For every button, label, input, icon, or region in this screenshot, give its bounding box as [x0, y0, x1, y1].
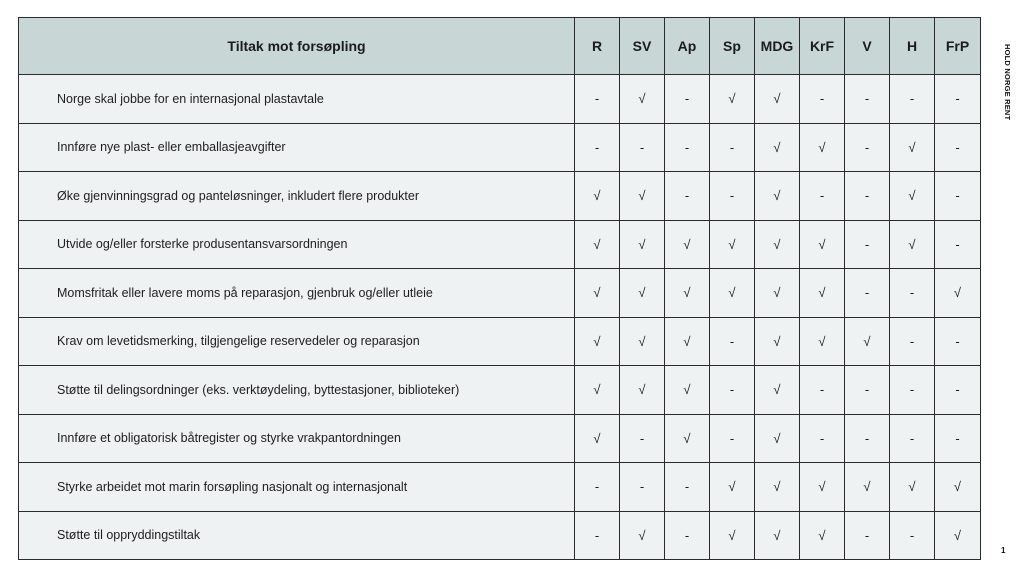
party-mark-v: - — [845, 123, 890, 172]
party-header-v: V — [845, 18, 890, 75]
table-title: Tiltak mot forsøpling — [19, 18, 575, 75]
page-number: 1 — [1001, 546, 1006, 555]
party-mark-ap: √ — [665, 366, 710, 415]
party-mark-v: - — [845, 269, 890, 318]
party-mark-krf: √ — [800, 123, 845, 172]
party-mark-r: - — [575, 463, 620, 512]
party-mark-h: √ — [890, 172, 935, 221]
party-mark-mdg: √ — [755, 172, 800, 221]
party-mark-sp: √ — [710, 269, 755, 318]
table-body — [19, 75, 981, 560]
party-mark-krf: √ — [800, 220, 845, 269]
party-mark-sp: - — [710, 123, 755, 172]
party-mark-v: - — [845, 75, 890, 124]
party-mark-sp: √ — [710, 511, 755, 560]
party-mark-h: - — [890, 75, 935, 124]
party-mark-mdg: √ — [755, 269, 800, 318]
party-mark-h: √ — [890, 123, 935, 172]
table-row — [19, 366, 981, 415]
party-header-sp: Sp — [710, 18, 755, 75]
party-mark-krf: √ — [800, 511, 845, 560]
party-mark-krf: √ — [800, 463, 845, 512]
party-mark-mdg: √ — [755, 75, 800, 124]
party-mark-frp: - — [935, 75, 981, 124]
party-mark-sp: - — [710, 172, 755, 221]
table-row — [19, 123, 981, 172]
party-mark-krf: - — [800, 414, 845, 463]
party-mark-ap: √ — [665, 220, 710, 269]
party-mark-v: - — [845, 172, 890, 221]
party-mark-sv: √ — [620, 366, 665, 415]
party-mark-v: - — [845, 366, 890, 415]
party-mark-ap: - — [665, 75, 710, 124]
party-mark-ap: - — [665, 463, 710, 512]
party-header-ap: Ap — [665, 18, 710, 75]
party-mark-frp: - — [935, 414, 981, 463]
party-mark-v: - — [845, 511, 890, 560]
party-mark-sv: √ — [620, 220, 665, 269]
party-mark-sp: √ — [710, 220, 755, 269]
party-mark-mdg: √ — [755, 123, 800, 172]
party-mark-ap: - — [665, 511, 710, 560]
party-mark-r: √ — [575, 414, 620, 463]
party-mark-sv: - — [620, 123, 665, 172]
party-mark-h: - — [890, 414, 935, 463]
party-mark-ap: - — [665, 123, 710, 172]
party-mark-r: - — [575, 511, 620, 560]
party-mark-ap: - — [665, 172, 710, 221]
party-mark-mdg: √ — [755, 220, 800, 269]
party-mark-sv: √ — [620, 172, 665, 221]
table-row — [19, 463, 981, 512]
party-mark-h: √ — [890, 463, 935, 512]
party-mark-sv: √ — [620, 317, 665, 366]
party-mark-frp: √ — [935, 511, 981, 560]
measure-label: Innføre et obligatorisk båtregister og styrke vrakpantordningen — [19, 414, 575, 463]
measure-label: Støtte til oppryddingstiltak — [19, 511, 575, 560]
party-mark-h: - — [890, 317, 935, 366]
party-mark-sp: - — [710, 414, 755, 463]
party-mark-krf: - — [800, 366, 845, 415]
party-mark-ap: √ — [665, 414, 710, 463]
measure-label: Øke gjenvinningsgrad og panteløsninger, inkludert flere produkter — [19, 172, 575, 221]
party-mark-krf: - — [800, 172, 845, 221]
party-mark-r: - — [575, 75, 620, 124]
party-mark-r: √ — [575, 366, 620, 415]
party-header-sv: SV — [620, 18, 665, 75]
table-header — [19, 18, 981, 75]
party-mark-h: - — [890, 511, 935, 560]
party-mark-sp: √ — [710, 75, 755, 124]
table-row — [19, 172, 981, 221]
party-mark-frp: √ — [935, 269, 981, 318]
table-row — [19, 414, 981, 463]
party-mark-sv: √ — [620, 269, 665, 318]
measure-label: Norge skal jobbe for en internasjonal plastavtale — [19, 75, 575, 124]
party-mark-frp: - — [935, 366, 981, 415]
table-row — [19, 220, 981, 269]
party-header-krf: KrF — [800, 18, 845, 75]
measure-label: Innføre nye plast- eller emballasjeavgifter — [19, 123, 575, 172]
side-label: HOLD NORGE RENT — [1003, 44, 1012, 121]
party-mark-mdg: √ — [755, 317, 800, 366]
party-mark-sv: √ — [620, 75, 665, 124]
party-mark-mdg: √ — [755, 414, 800, 463]
party-mark-krf: - — [800, 75, 845, 124]
party-mark-v: √ — [845, 463, 890, 512]
party-mark-r: - — [575, 123, 620, 172]
party-mark-sv: √ — [620, 511, 665, 560]
party-mark-krf: √ — [800, 317, 845, 366]
party-mark-h: √ — [890, 220, 935, 269]
party-mark-sp: - — [710, 317, 755, 366]
measure-label: Styrke arbeidet mot marin forsøpling nasjonalt og internasjonalt — [19, 463, 575, 512]
party-mark-sp: - — [710, 366, 755, 415]
header-row — [19, 18, 981, 75]
party-mark-sp: √ — [710, 463, 755, 512]
party-mark-frp: - — [935, 317, 981, 366]
table-row — [19, 511, 981, 560]
party-mark-v: - — [845, 220, 890, 269]
party-mark-sv: - — [620, 463, 665, 512]
party-header-r: R — [575, 18, 620, 75]
party-mark-mdg: √ — [755, 511, 800, 560]
party-mark-r: √ — [575, 220, 620, 269]
table-row — [19, 269, 981, 318]
party-mark-sv: - — [620, 414, 665, 463]
measure-label: Krav om levetidsmerking, tilgjengelige reservedeler og reparasjon — [19, 317, 575, 366]
party-mark-mdg: √ — [755, 366, 800, 415]
party-mark-frp: - — [935, 220, 981, 269]
party-header-mdg: MDG — [755, 18, 800, 75]
measure-label: Støtte til delingsordninger (eks. verktøydeling, byttestasjoner, biblioteker) — [19, 366, 575, 415]
party-mark-h: - — [890, 269, 935, 318]
party-mark-r: √ — [575, 269, 620, 318]
party-mark-r: √ — [575, 317, 620, 366]
party-mark-v: √ — [845, 317, 890, 366]
party-header-h: H — [890, 18, 935, 75]
party-mark-frp: √ — [935, 463, 981, 512]
party-mark-v: - — [845, 414, 890, 463]
policy-table — [18, 17, 981, 560]
party-mark-r: √ — [575, 172, 620, 221]
party-mark-krf: √ — [800, 269, 845, 318]
party-header-frp: FrP — [935, 18, 981, 75]
measure-label: Utvide og/eller forsterke produsentansvarsordningen — [19, 220, 575, 269]
party-mark-h: - — [890, 366, 935, 415]
party-mark-ap: √ — [665, 317, 710, 366]
table-row — [19, 75, 981, 124]
party-mark-mdg: √ — [755, 463, 800, 512]
party-mark-ap: √ — [665, 269, 710, 318]
party-mark-frp: - — [935, 123, 981, 172]
measure-label: Momsfritak eller lavere moms på reparasjon, gjenbruk og/eller utleie — [19, 269, 575, 318]
table-row — [19, 317, 981, 366]
party-mark-frp: - — [935, 172, 981, 221]
